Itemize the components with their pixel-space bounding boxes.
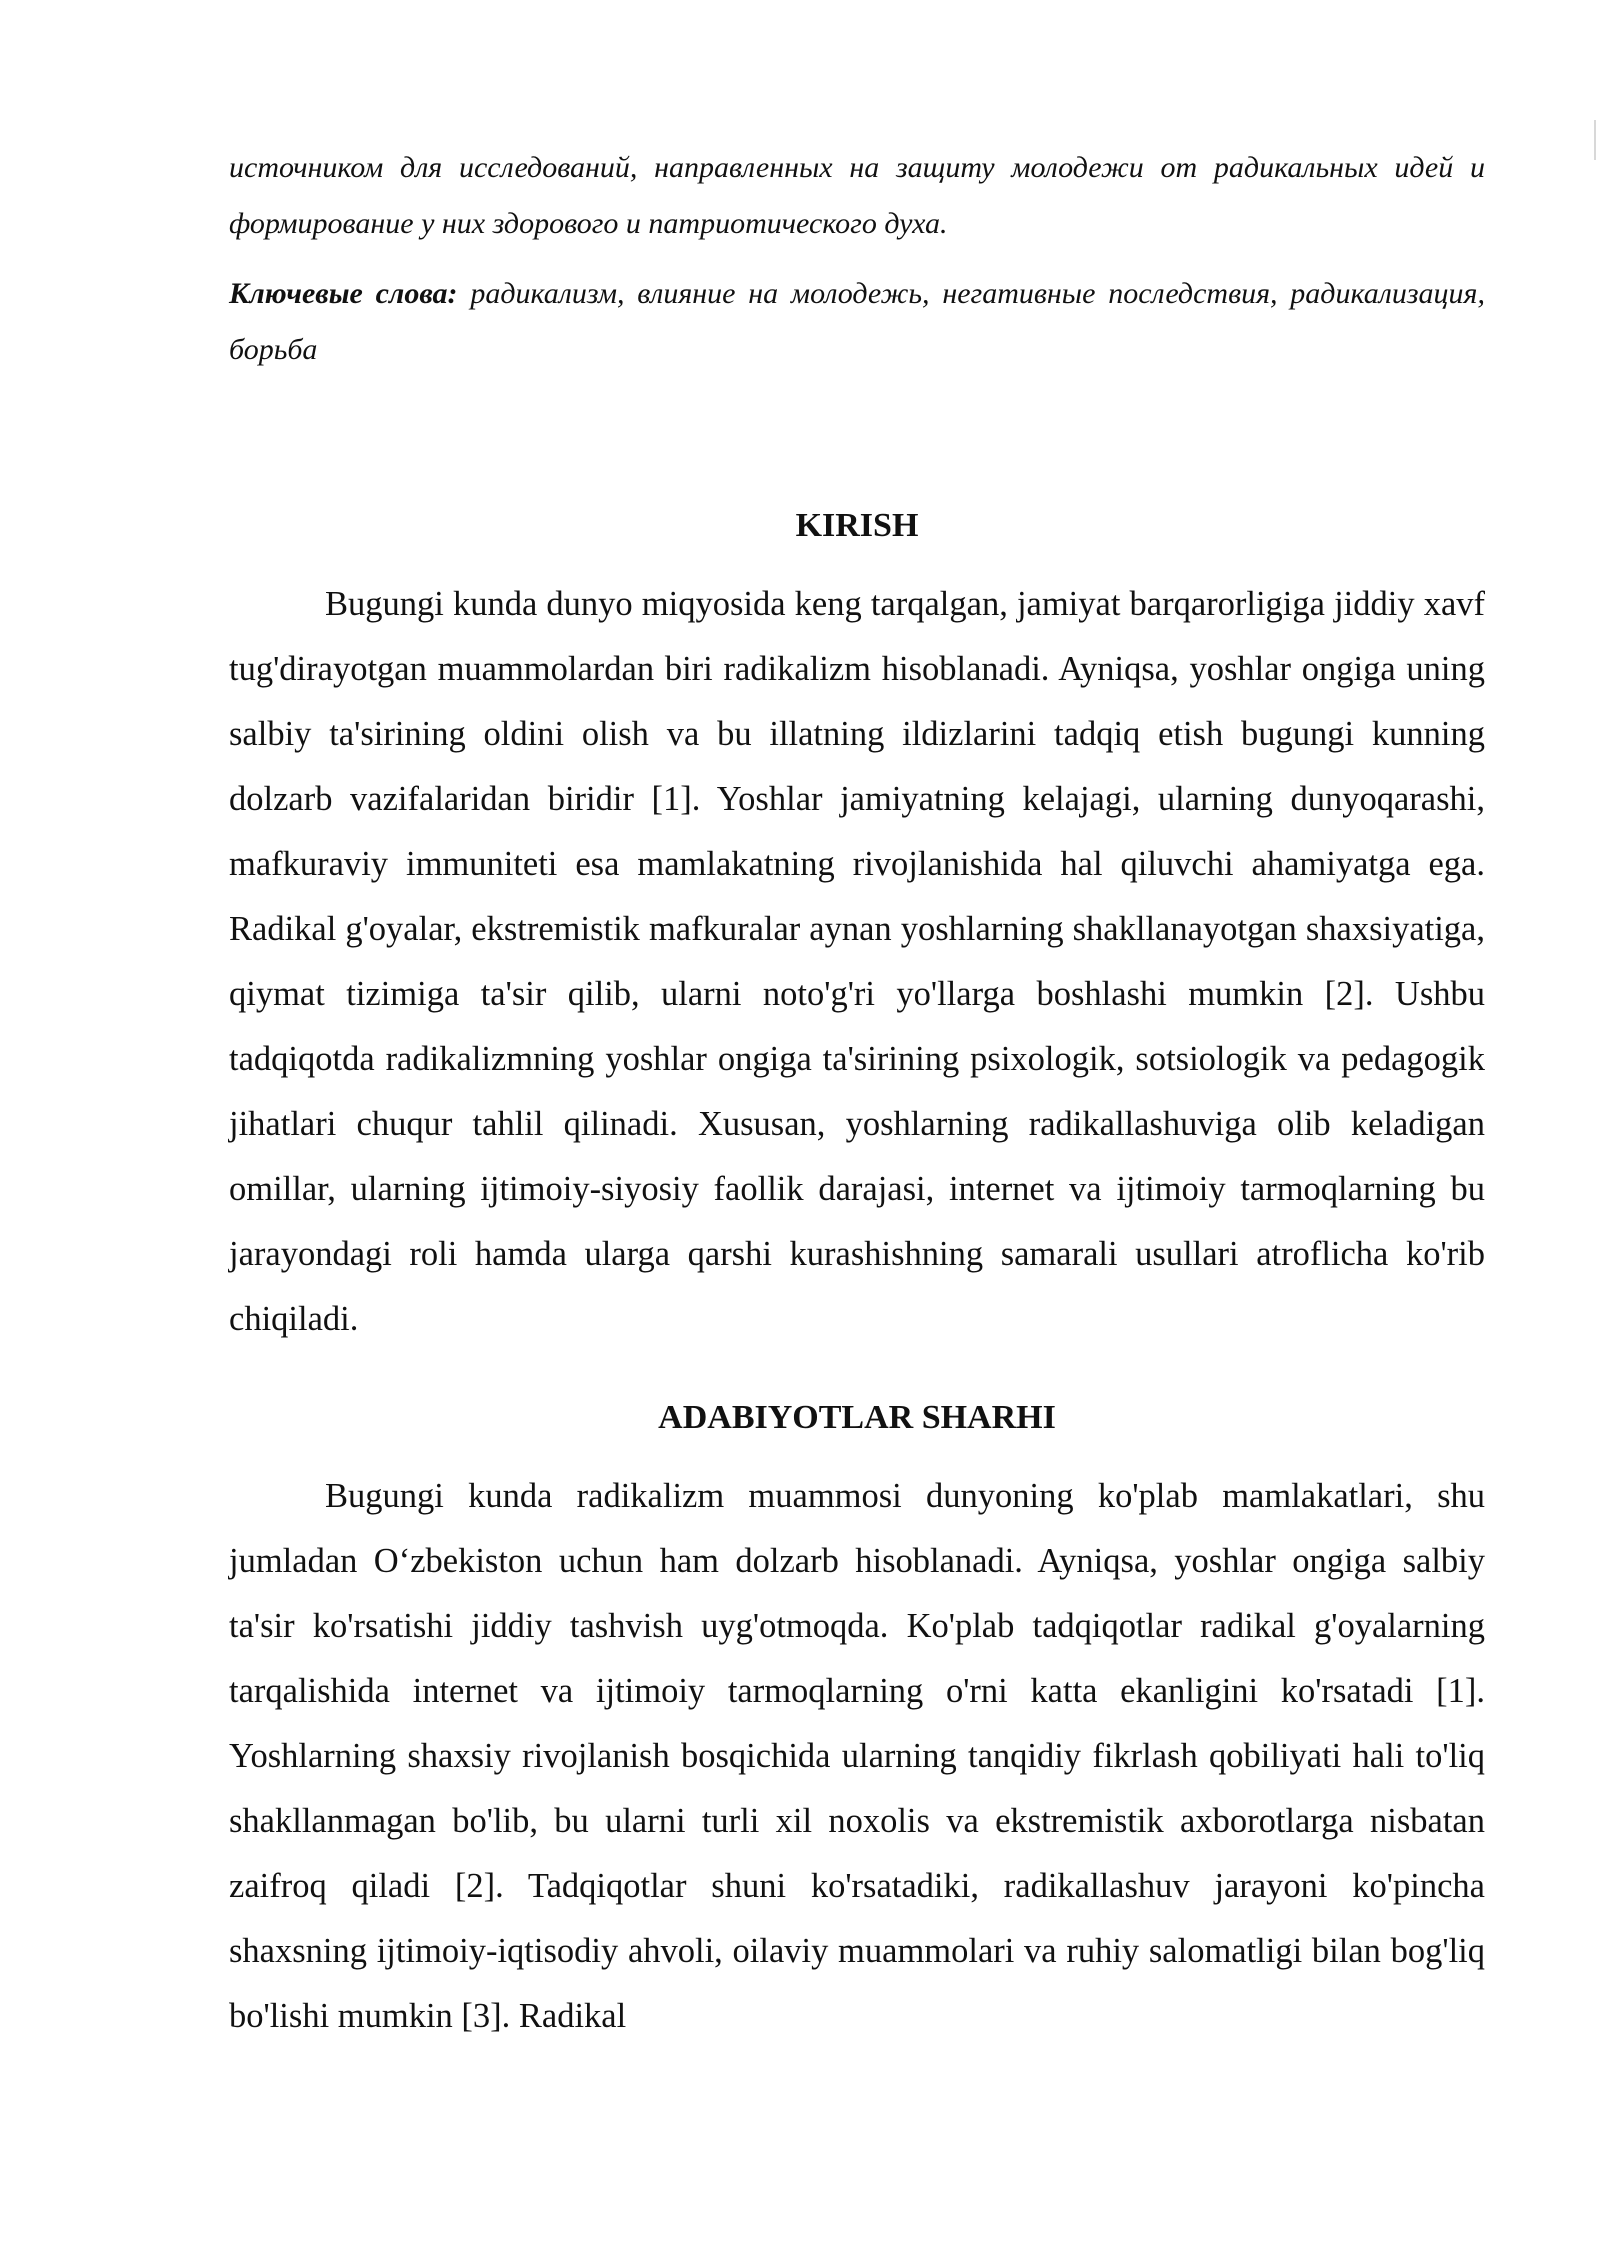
section-heading-literature-review: ADABIYOTLAR SHARHI bbox=[658, 1399, 1056, 1436]
keywords-line bbox=[229, 266, 1485, 378]
abstract-tail: источником для исследований, направленных на защиту молодежи от радикальных идей и формирование у них здорового и патриотического духа. bbox=[229, 151, 1485, 240]
keywords-label: Ключевые слова: bbox=[229, 277, 458, 310]
page-edge-mark bbox=[1594, 120, 1596, 160]
document-page bbox=[229, 140, 1485, 2049]
literature-review-paragraph: Bugungi kunda radikalizm muammosi dunyoning ko'plab mamlakatlari, shu jumladan O‘zbekiston uchun ham dolzarb hisoblanadi. Ayniqsa, yoshlar ongiga salbiy ta'sir ko'rsatishi jiddiy tashvish uyg'otmoqda. Ko'plab tadqiqotlar radikal g'oyalarning tarqalishida internet va ijtimoiy tarmoqlarning o'rni katta ekanligini ko'rsatadi [1]. Yoshlarning shaxsiy rivojlanish bosqichida ularning tanqidiy fikrlash qobiliyati hali to'liq shakllanmagan bo'lib, bu ularni turli xil noxolis va ekstremistik axborotlarga nisbatan zaifroq qiladi [2]. Tadqiqotlar shuni ko'rsatadiki, radikallashuv jarayoni ko'pincha shaxsning ijtimoiy-iqtisodiy ahvoli, oilaviy muammolari va ruhiy salomatligi bilan bog'liq bo'lishi mumkin [3]. Radikal bbox=[229, 1477, 1485, 2035]
intro-paragraph: Bugungi kunda dunyo miqyosida keng tarqalgan, jamiyat barqarorligiga jiddiy xavf tug'dirayotgan muammolardan biri radikalizm hisoblanadi. Ayniqsa, yoshlar ongiga uning salbiy ta'sirining oldini olish va bu illatning ildizlarini tadqiq etish bugungi kunning dolzarb vazifalaridan biridir [1]. Yoshlar jamiyatning kelajagi, ularning dunyoqarashi, mafkuraviy immuniteti esa mamlakatning rivojlanishida hal qiluvchi ahamiyatga ega. Radikal g'oyalar, ekstremistik mafkuralar aynan yoshlarning shakllanayotgan shaxsiyatiga, qiymat tizimiga ta'sir qilib, ularni noto'g'ri yo'llarga boshlashi mumkin [2]. Ushbu tadqiqotda radikalizmning yoshlar ongiga ta'sirining psixologik, sotsiologik va pedagogik jihatlari chuqur tahlil qilinadi. Xususan, yoshlarning radikallashuviga olib keladigan omillar, ularning ijtimoiy-siyosiy faollik darajasi, internet va ijtimoiy tarmoqlarning bu jarayondagi roli hamda ularga qarshi kurashishning samarali usullari atroflicha ko'rib chiqiladi. bbox=[229, 585, 1485, 1338]
keywords-text: радикализм, влияние на молодежь, негативные последствия, радикализация, борьба bbox=[229, 277, 1486, 366]
section-heading-intro: KIRISH bbox=[795, 507, 919, 544]
